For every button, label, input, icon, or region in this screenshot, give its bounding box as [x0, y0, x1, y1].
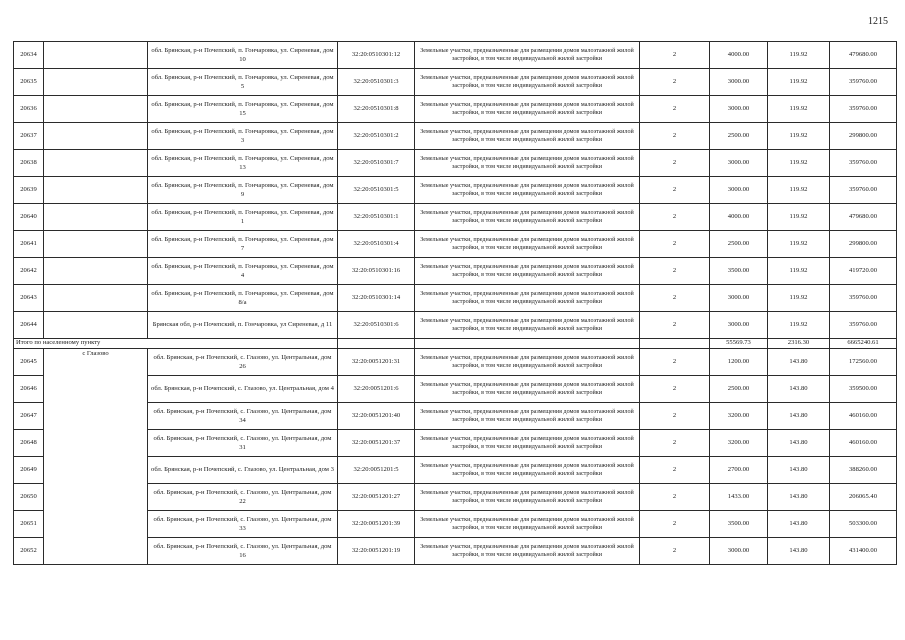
- cadastral-number: 32:20:0510301:12: [338, 42, 415, 69]
- land-use-type: Земельные участки, предназначенные для размещения домов малоэтажной жилой застройки, в том числе индивидуальной жилой застройки: [415, 511, 640, 538]
- unit-rate: 143.80: [768, 376, 830, 403]
- cadastral-number: 32:20:0510301:1: [338, 204, 415, 231]
- table-row: [14, 96, 897, 123]
- row-number: 20648: [14, 430, 44, 457]
- subtotal-empty-cell: [415, 339, 640, 349]
- cadastral-value: 479680.00: [830, 42, 897, 69]
- area: 3000.00: [710, 538, 768, 565]
- cadastral-value: 431400.00: [830, 538, 897, 565]
- address: обл. Брянская, р-н Почепский, с. Глазово, ул. Центральная, дом 3: [148, 457, 338, 484]
- unit-rate: 119.92: [768, 231, 830, 258]
- unit-rate: 143.80: [768, 484, 830, 511]
- category: 2: [640, 285, 710, 312]
- category: 2: [640, 204, 710, 231]
- address: обл. Брянская, р-н Почепский, с. Глазово, ул. Центральная, дом 33: [148, 511, 338, 538]
- cadastral-value: 359500.00: [830, 376, 897, 403]
- land-use-type: Земельные участки, предназначенные для размещения домов малоэтажной жилой застройки, в том числе индивидуальной жилой застройки: [415, 123, 640, 150]
- land-use-type: Земельные участки, предназначенные для размещения домов малоэтажной жилой застройки, в том числе индивидуальной жилой застройки: [415, 285, 640, 312]
- cadastral-value: 299800.00: [830, 231, 897, 258]
- locality-cell: [44, 42, 148, 69]
- table-row: [14, 42, 897, 69]
- cadastral-number: 32:20:0510301:16: [338, 258, 415, 285]
- land-use-type: Земельные участки, предназначенные для размещения домов малоэтажной жилой застройки, в том числе индивидуальной жилой застройки: [415, 403, 640, 430]
- land-use-type: Земельные участки, предназначенные для размещения домов малоэтажной жилой застройки, в том числе индивидуальной жилой застройки: [415, 231, 640, 258]
- cadastral-number: 32:20:0510301:5: [338, 177, 415, 204]
- cadastral-number: 32:20:0051201:19: [338, 538, 415, 565]
- category: 2: [640, 312, 710, 339]
- cadastral-number: 32:20:0051201:6: [338, 376, 415, 403]
- address: обл. Брянская, р-н Почепский, п. Гончаровка, ул. Сиреневая, дом 15: [148, 96, 338, 123]
- row-number: 20650: [14, 484, 44, 511]
- cadastral-value: 479680.00: [830, 204, 897, 231]
- unit-rate: 119.92: [768, 96, 830, 123]
- category: 2: [640, 123, 710, 150]
- land-use-type: Земельные участки, предназначенные для размещения домов малоэтажной жилой застройки, в том числе индивидуальной жилой застройки: [415, 69, 640, 96]
- unit-rate: 143.80: [768, 538, 830, 565]
- unit-rate: 119.92: [768, 258, 830, 285]
- table-row: [14, 312, 897, 339]
- cadastral-value: 359760.00: [830, 96, 897, 123]
- category: 2: [640, 231, 710, 258]
- cadastral-value: 206065.40: [830, 484, 897, 511]
- category: 2: [640, 150, 710, 177]
- row-number: 20639: [14, 177, 44, 204]
- category: 2: [640, 69, 710, 96]
- table-row: [14, 285, 897, 312]
- subtotal-row: [14, 339, 897, 349]
- address: обл. Брянская, р-н Почепский, п. Гончаровка, ул. Сиреневая, дом 13: [148, 150, 338, 177]
- cadastral-value: 460160.00: [830, 403, 897, 430]
- area: 3000.00: [710, 177, 768, 204]
- cadastral-value: 299800.00: [830, 123, 897, 150]
- subtotal-area: 55569.73: [710, 339, 768, 349]
- group-goncharovka: [14, 42, 897, 339]
- locality-cell: [44, 69, 148, 96]
- cadastral-value: 359760.00: [830, 177, 897, 204]
- unit-rate: 119.92: [768, 285, 830, 312]
- unit-rate: 119.92: [768, 204, 830, 231]
- land-use-type: Земельные участки, предназначенные для размещения домов малоэтажной жилой застройки, в том числе индивидуальной жилой застройки: [415, 538, 640, 565]
- area: 4000.00: [710, 42, 768, 69]
- address: обл. Брянская, р-н Почепский, с. Глазово, ул. Центральная, дом 31: [148, 430, 338, 457]
- category: 2: [640, 349, 710, 376]
- table-row: [14, 231, 897, 258]
- row-number: 20640: [14, 204, 44, 231]
- cadastral-value: 359760.00: [830, 285, 897, 312]
- cadastral-value: 359760.00: [830, 312, 897, 339]
- group-glazovo: [14, 349, 897, 565]
- cadastral-number: 32:20:0051201:5: [338, 457, 415, 484]
- cadastral-value: 503300.00: [830, 511, 897, 538]
- locality-cell: [44, 312, 148, 339]
- cadastral-value: 359760.00: [830, 150, 897, 177]
- subtotal-empty-cell: [148, 339, 338, 349]
- area: 3000.00: [710, 96, 768, 123]
- land-use-type: Земельные участки, предназначенные для размещения домов малоэтажной жилой застройки, в том числе индивидуальной жилой застройки: [415, 349, 640, 376]
- unit-rate: 143.80: [768, 349, 830, 376]
- address: обл. Брянская, р-н Почепский, с. Глазово, ул. Центральная, дом 34: [148, 403, 338, 430]
- table-row: [14, 204, 897, 231]
- land-use-type: Земельные участки, предназначенные для размещения домов малоэтажной жилой застройки, в том числе индивидуальной жилой застройки: [415, 258, 640, 285]
- category: 2: [640, 376, 710, 403]
- category: 2: [640, 258, 710, 285]
- subtotal-empty-cell: [338, 339, 415, 349]
- land-use-type: Земельные участки, предназначенные для размещения домов малоэтажной жилой застройки, в том числе индивидуальной жилой застройки: [415, 204, 640, 231]
- address: обл. Брянская, р-н Почепский, п. Гончаровка, ул. Сиреневая, дом 3: [148, 123, 338, 150]
- address: Брянская обл, р-н Почепский, п. Гончаровка, ул Сиреневая, д 11: [148, 312, 338, 339]
- area: 2500.00: [710, 231, 768, 258]
- land-use-type: Земельные участки, предназначенные для размещения домов малоэтажной жилой застройки, в том числе индивидуальной жилой застройки: [415, 42, 640, 69]
- row-number: 20635: [14, 69, 44, 96]
- area: 3000.00: [710, 312, 768, 339]
- cadastral-value: 419720.00: [830, 258, 897, 285]
- category: 2: [640, 430, 710, 457]
- category: 2: [640, 457, 710, 484]
- locality-name: с Глазово: [44, 349, 148, 565]
- address: обл. Брянская, р-н Почепский, с. Глазово, ул. Центральная, дом 4: [148, 376, 338, 403]
- row-number: 20637: [14, 123, 44, 150]
- table-row: [14, 349, 897, 376]
- cadastral-number: 32:20:0051201:31: [338, 349, 415, 376]
- subtotal-empty-cell: [640, 339, 710, 349]
- locality-cell: [44, 150, 148, 177]
- land-use-type: Земельные участки, предназначенные для размещения домов малоэтажной жилой застройки, в том числе индивидуальной жилой застройки: [415, 376, 640, 403]
- subtotal-label: Итого по населенному пункту: [14, 339, 148, 349]
- address: обл. Брянская, р-н Почепский, п. Гончаровка, ул. Сиреневая, дом 8/а: [148, 285, 338, 312]
- land-use-type: Земельные участки, предназначенные для размещения домов малоэтажной жилой застройки, в том числе индивидуальной жилой застройки: [415, 430, 640, 457]
- area: 2500.00: [710, 123, 768, 150]
- category: 2: [640, 484, 710, 511]
- table-row: [14, 258, 897, 285]
- unit-rate: 119.92: [768, 177, 830, 204]
- cadastral-number: 32:20:0051201:39: [338, 511, 415, 538]
- row-number: 20643: [14, 285, 44, 312]
- area: 2500.00: [710, 376, 768, 403]
- area: 3200.00: [710, 430, 768, 457]
- unit-rate: 119.92: [768, 123, 830, 150]
- row-number: 20638: [14, 150, 44, 177]
- cadastral-value: 388260.00: [830, 457, 897, 484]
- locality-cell: [44, 258, 148, 285]
- area: 3000.00: [710, 69, 768, 96]
- unit-rate: 119.92: [768, 312, 830, 339]
- unit-rate: 119.92: [768, 42, 830, 69]
- cadastral-number: 32:20:0051201:27: [338, 484, 415, 511]
- table-row: [14, 123, 897, 150]
- subtotal-value: 6665240.61: [830, 339, 897, 349]
- address: обл. Брянская, р-н Почепский, п. Гончаровка, ул. Сиреневая, дом 10: [148, 42, 338, 69]
- land-use-type: Земельные участки, предназначенные для размещения домов малоэтажной жилой застройки, в том числе индивидуальной жилой застройки: [415, 177, 640, 204]
- locality-cell: [44, 96, 148, 123]
- cadastral-value: 460160.00: [830, 430, 897, 457]
- subtotal-rate: 2316.30: [768, 339, 830, 349]
- land-use-type: Земельные участки, предназначенные для размещения домов малоэтажной жилой застройки, в том числе индивидуальной жилой застройки: [415, 484, 640, 511]
- row-number: 20642: [14, 258, 44, 285]
- area: 3500.00: [710, 511, 768, 538]
- address: обл. Брянская, р-н Почепский, п. Гончаровка, ул. Сиреневая, дом 4: [148, 258, 338, 285]
- table-row: [14, 177, 897, 204]
- cadastral-number: 32:20:0510301:6: [338, 312, 415, 339]
- locality-cell: [44, 204, 148, 231]
- category: 2: [640, 96, 710, 123]
- unit-rate: 119.92: [768, 150, 830, 177]
- area: 3200.00: [710, 403, 768, 430]
- unit-rate: 143.80: [768, 511, 830, 538]
- cadastral-number: 32:20:0051201:40: [338, 403, 415, 430]
- address: обл. Брянская, р-н Почепский, с. Глазово, ул. Центральная, дом 16: [148, 538, 338, 565]
- area: 4000.00: [710, 204, 768, 231]
- category: 2: [640, 403, 710, 430]
- row-number: 20647: [14, 403, 44, 430]
- cadastral-number: 32:20:0051201:37: [338, 430, 415, 457]
- cadastral-number: 32:20:0510301:7: [338, 150, 415, 177]
- row-number: 20645: [14, 349, 44, 376]
- area: 3500.00: [710, 258, 768, 285]
- page-number: 1215: [868, 16, 888, 27]
- category: 2: [640, 511, 710, 538]
- cadastral-number: 32:20:0510301:2: [338, 123, 415, 150]
- area: 3000.00: [710, 150, 768, 177]
- unit-rate: 143.80: [768, 430, 830, 457]
- cadastral-number: 32:20:0510301:8: [338, 96, 415, 123]
- address: обл. Брянская, р-н Почепский, п. Гончаровка, ул. Сиреневая, дом 1: [148, 204, 338, 231]
- category: 2: [640, 177, 710, 204]
- locality-cell: [44, 231, 148, 258]
- row-number: 20651: [14, 511, 44, 538]
- area: 3000.00: [710, 285, 768, 312]
- row-number: 20636: [14, 96, 44, 123]
- row-number: 20652: [14, 538, 44, 565]
- locality-cell: [44, 123, 148, 150]
- area: 1433.00: [710, 484, 768, 511]
- locality-cell: [44, 285, 148, 312]
- subtotal-section: [14, 339, 897, 349]
- unit-rate: 119.92: [768, 69, 830, 96]
- row-number: 20649: [14, 457, 44, 484]
- cadastral-value: 172560.00: [830, 349, 897, 376]
- cadastral-value-table: [13, 41, 897, 565]
- unit-rate: 143.80: [768, 457, 830, 484]
- unit-rate: 143.80: [768, 403, 830, 430]
- address: обл. Брянская, р-н Почепский, п. Гончаровка, ул. Сиреневая, дом 5: [148, 69, 338, 96]
- row-number: 20641: [14, 231, 44, 258]
- category: 2: [640, 538, 710, 565]
- land-use-type: Земельные участки, предназначенные для размещения домов малоэтажной жилой застройки, в том числе индивидуальной жилой застройки: [415, 150, 640, 177]
- address: обл. Брянская, р-н Почепский, с. Глазово, ул. Центральная, дом 26: [148, 349, 338, 376]
- row-number: 20646: [14, 376, 44, 403]
- locality-cell: [44, 177, 148, 204]
- table-row: [14, 150, 897, 177]
- area: 2700.00: [710, 457, 768, 484]
- table-row: [14, 69, 897, 96]
- cadastral-number: 32:20:0510301:4: [338, 231, 415, 258]
- cadastral-number: 32:20:0510301:3: [338, 69, 415, 96]
- land-use-type: Земельные участки, предназначенные для размещения домов малоэтажной жилой застройки, в том числе индивидуальной жилой застройки: [415, 457, 640, 484]
- cadastral-number: 32:20:0510301:14: [338, 285, 415, 312]
- address: обл. Брянская, р-н Почепский, п. Гончаровка, ул. Сиреневая, дом 9: [148, 177, 338, 204]
- row-number: 20634: [14, 42, 44, 69]
- address: обл. Брянская, р-н Почепский, с. Глазово, ул. Центральная, дом 22: [148, 484, 338, 511]
- address: обл. Брянская, р-н Почепский, п. Гончаровка, ул. Сиреневая, дом 7: [148, 231, 338, 258]
- land-use-type: Земельные участки, предназначенные для размещения домов малоэтажной жилой застройки, в том числе индивидуальной жилой застройки: [415, 312, 640, 339]
- cadastral-value: 359760.00: [830, 69, 897, 96]
- category: 2: [640, 42, 710, 69]
- row-number: 20644: [14, 312, 44, 339]
- land-use-type: Земельные участки, предназначенные для размещения домов малоэтажной жилой застройки, в том числе индивидуальной жилой застройки: [415, 96, 640, 123]
- area: 1200.00: [710, 349, 768, 376]
